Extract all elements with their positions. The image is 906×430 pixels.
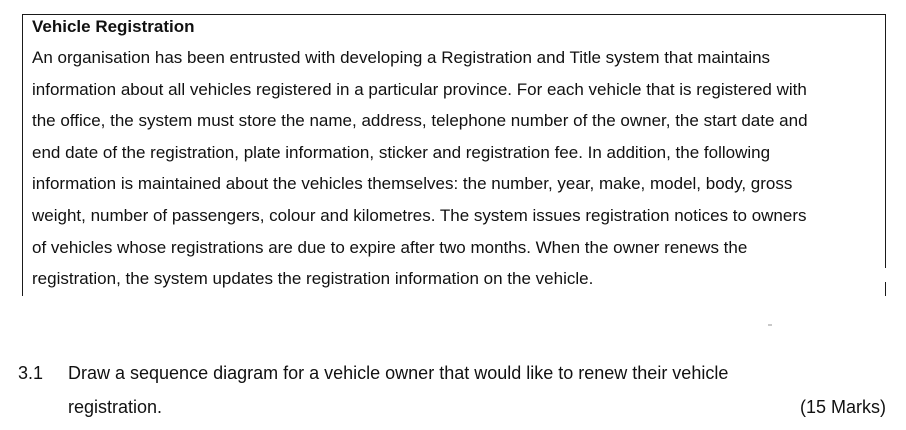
question-text-line-1: Draw a sequence diagram for a vehicle owner that would like to renew their vehicle	[68, 363, 729, 383]
scenario-line: information about all vehicles registered in a particular province. For each vehicle that is registered with	[32, 79, 807, 99]
scenario-box	[22, 14, 886, 296]
scenario-line: end date of the registration, plate information, sticker and registration fee. In addition, the following	[32, 142, 771, 162]
question-number: 3.1	[18, 363, 44, 383]
scenario-line: information is maintained about the vehicles themselves: the number, year, make, model, body, gross	[32, 174, 793, 194]
scenario-line: registration, the system updates the registration information on the vehicle.	[32, 269, 594, 289]
scenario-line: An organisation has been entrusted with developing a Registration and Title system that maintains	[32, 48, 771, 67]
scan-speck	[768, 324, 772, 326]
scenario-line: the office, the system must store the name, address, telephone number of the owner, the start date and	[32, 111, 808, 131]
scenario-line: weight, number of passengers, colour and kilometres. The system issues registration notices to owners	[32, 205, 807, 225]
scenario-line: of vehicles whose registrations are due to expire after two months. When the owner renews the	[32, 237, 748, 257]
scenario-paragraph	[32, 42, 880, 295]
scenario-title: Vehicle Registration	[32, 17, 195, 36]
question-text-line-2: registration.	[68, 397, 163, 417]
question-marks: (15 Marks)	[799, 397, 886, 417]
